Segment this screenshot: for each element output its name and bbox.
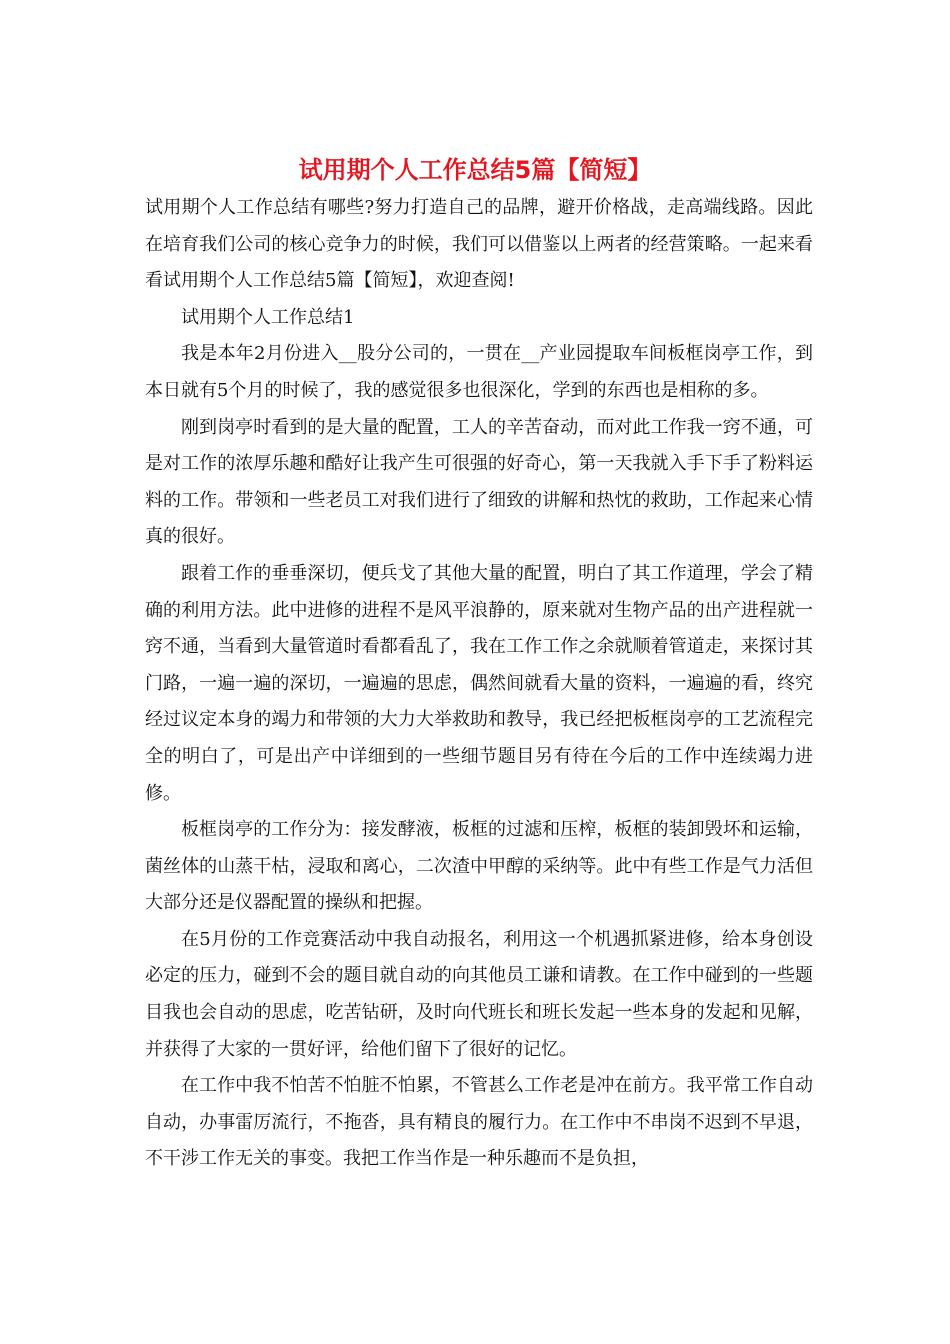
body-paragraph: 刚到岗亭时看到的是大量的配置，工人的辛苦奋动，而对此工作我一窍不通，可是对工作的浓厚乐趣和酷好让我产生可很强的好奇心，第一天我就入手下手了粉料运料的工作。带领和一些老员工对我们进行了细致的讲解和热忱的救助，工作起来心情真的很好。	[145, 416, 813, 548]
page-title: 试用期个人工作总结5篇【简短】	[298, 156, 652, 184]
section-heading: 试用期个人工作总结1	[181, 306, 355, 328]
body-paragraph: 跟着工作的垂垂深切，便兵戈了其他大量的配置，明白了其工作道理，学会了精确的利用方法。此中进修的进程不是风平浪静的，原来就对生物产品的出产进程就一窍不通，当看到大量管道时看都看乱了，我在工作工作之余就顺着管道走，来探讨其门路，一遍一遍的深切，一遍遍的思虑，偶然间就看大量的资料，一遍遍的看，终究经过议定本身的竭力和带领的大力大举救助和教导，我已经把板框岗亭的工艺流程完全的明白了，可是出产中详细到的一些细节题目另有待在今后的工作中连续竭力进修。	[145, 562, 813, 804]
body-paragraph: 在5月份的工作竞赛活动中我自动报名，利用这一个机遇抓紧进修，给本身创设必定的压力，碰到不会的题目就自动的向其他员工谦和请教。在工作中碰到的一些题目我也会自动的思虑，吃苦钻研，及时向代班长和班长发起一些本身的发起和见解，并获得了大家的一贯好评，给他们留下了很好的记忆。	[145, 928, 813, 1060]
document-body	[145, 190, 813, 1178]
body-paragraph: 我是本年2月份进入__股分公司的，一贯在__产业园提取车间板框岗亭工作，到本日就有5个月的时候了，我的感觉很多也很深化，学到的东西也是相称的多。	[145, 343, 813, 401]
body-paragraph: 在工作中我不怕苦不怕脏不怕累，不管甚么工作老是冲在前方。我平常工作自动自动，办事雷厉流行，不拖沓，具有精良的履行力。在工作中不串岗不迟到不早退，不干涉工作无关的事变。我把工作当作是一种乐趣而不是负担，	[145, 1075, 813, 1170]
body-paragraph: 板框岗亭的工作分为：接发酵液，板框的过滤和压榨，板框的装卸毁坏和运输，菌丝体的山蒸干枯，浸取和离心，二次渣中甲醇的采纳等。此中有些工作是气力活但大部分还是仪器配置的操纵和把握。	[145, 819, 813, 914]
intro-paragraph: 试用期个人工作总结有哪些?努力打造自己的品牌，避开价格战，走高端线路。因此在培育我们公司的核心竞争力的时候，我们可以借鉴以上两者的经营策略。一起来看看试用期个人工作总结5篇【简短】，欢迎查阅!	[145, 197, 813, 292]
